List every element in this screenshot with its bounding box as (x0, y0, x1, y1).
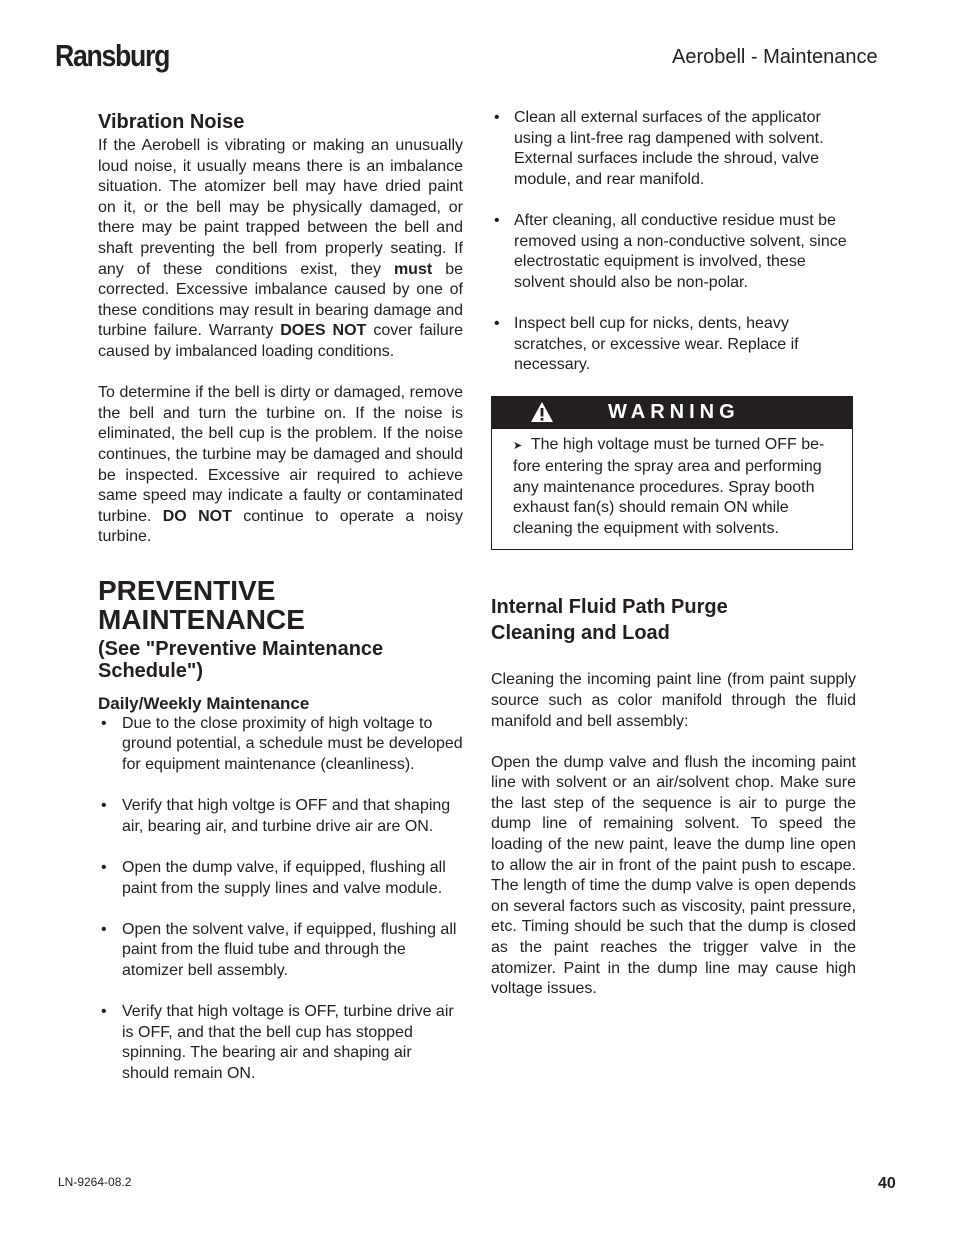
heading-line: Internal Fluid Path Purge (491, 596, 728, 619)
bullet: • (494, 211, 500, 229)
list-item-text: Verify that high voltge is OFF and that shaping air, bearing air, and turbine drive air are ON. (122, 797, 451, 835)
list-item (491, 314, 856, 376)
left-column (98, 110, 463, 1105)
text-run: be corrected. Excessive imbalance caused by one of these conditions may result in bearing damage and turbine failure. Warranty (98, 260, 463, 340)
bullet: • (101, 714, 107, 732)
vibration-paragraph-2 (98, 383, 463, 548)
vibration-paragraph-1 (98, 136, 463, 363)
right-column (491, 108, 856, 1000)
cleaning-list (491, 108, 856, 376)
schedule-reference: (See "Preventive Maintenance Schedule") (98, 637, 384, 682)
internal-fluid-path-heading (491, 594, 856, 646)
warning-title: WARNING (608, 401, 740, 424)
list-item (491, 108, 856, 190)
list-item-text: Due to the close proximity of high voltage to ground potential, a schedule must be developed for equipment maintenance (cleanliness). (122, 714, 463, 774)
emphasis-do-not: DO NOT (162, 507, 232, 525)
heading-line: PREVENTIVE (98, 574, 276, 606)
list-item (491, 211, 856, 293)
list-item-text: After cleaning, all conductive residue must be removed using a non-conductive solvent, since electrostatic equipment is involved, these solvent should also be non-polar. (514, 211, 847, 291)
text-run: To determine if the bell is dirty or damaged, remove the bell and turn the turbine on. If the noise is eliminated, the bell cup is the problem. If the noise continues, the turbine may be damaged and should be inspected. Excessive air required to achieve same speed may indicate a faulty or contaminated turbine. (98, 384, 463, 525)
list-item (98, 796, 463, 837)
list-item (98, 1002, 463, 1084)
warning-message: The high voltage must be turned OFF be-fore entering the spray area and performing any maintenance procedures. Spray booth exhaust fan(s) should remain ON while cleaning the equipment with solvents. (513, 436, 825, 537)
exclamation-triangle-icon (530, 401, 554, 423)
list-item (98, 858, 463, 899)
bullet: • (494, 314, 500, 332)
list-item-text: Verify that high voltage is OFF, turbine drive air is OFF, and that the bell cup has stopped spinning. The bearing air and shaping air should remain ON. (122, 1003, 454, 1082)
document-number: LN-9264-08.2 (58, 1175, 132, 1189)
heading-line: MAINTENANCE (98, 603, 305, 635)
section-title: Aerobell - Maintenance (672, 46, 878, 68)
heading-line: Cleaning and Load (491, 622, 670, 645)
purge-paragraph-2: Open the dump valve and flush the incoming paint line with solvent or an air/solvent chop. Make sure the last step of the sequence is air to purge the dump line of remaining solvent. To speed the loading of the new paint, leave the dump line open to allow the air in front of the paint push to escape. The length of time the dump valve is open depends on several factors such as viscosity, paint pressure, etc. Timing should be such that the dump is closed as the paint reaches the trigger valve in the atomizer. Paint in the dump line may cause high voltage issues. (491, 753, 856, 998)
list-item (98, 714, 463, 776)
list-item (98, 920, 463, 982)
warning-text (492, 429, 852, 539)
list-item-text: Inspect bell cup for nicks, dents, heavy scratches, or excessive wear. Replace if necessary. (514, 314, 799, 374)
brand-logo: Ransburg (55, 38, 170, 73)
warning-box (491, 396, 853, 550)
text-run: continue to operate a noisy turbine. (98, 507, 464, 546)
emphasis-must: must (393, 260, 433, 278)
emphasis-does-not: DOES NOT (280, 322, 367, 340)
internal-fluid-path-body (491, 670, 856, 1000)
text-run: If the Aerobell is vibrating or making an unusually loud noise, it usually means there is an imbalance situation. The atomizer bell may have dried paint on it, or the bell may be physically damaged, or there may be paint trapped between the bell and shaft preventing the bell from properly seating. If any of these conditions exist, they (98, 137, 463, 278)
list-item-text: Open the solvent valve, if equipped, flushing all paint from the fluid tube and through the atomizer bell assembly. (122, 920, 457, 979)
list-item-text: Clean all external surfaces of the applicator using a lint-free rag dampened with solvent. External surfaces include the shroud, valve module, and rear manifold. (514, 109, 824, 188)
warning-header (492, 397, 852, 429)
bullet: • (101, 920, 107, 938)
list-item-text: Open the dump valve, if equipped, flushing all paint from the supply lines and valve module. (122, 859, 446, 897)
page-number: 40 (878, 1175, 896, 1192)
purge-paragraph-1: Cleaning the incoming paint line (from paint supply source such as color manifold through the fluid manifold and bell assembly: (491, 671, 856, 730)
bullet: • (494, 109, 500, 126)
arrow-right-icon: ➤ (513, 440, 523, 453)
preventive-maintenance-heading (98, 576, 463, 634)
bullet: • (101, 859, 107, 877)
bullet: • (101, 797, 107, 815)
vibration-heading: Vibration Noise (98, 111, 245, 133)
daily-weekly-heading: Daily/Weekly Maintenance (98, 693, 310, 713)
daily-maintenance-list (98, 714, 463, 1085)
text-run: cover failure caused by imbalanced loading conditions. (98, 322, 464, 360)
bullet: • (101, 1003, 107, 1021)
